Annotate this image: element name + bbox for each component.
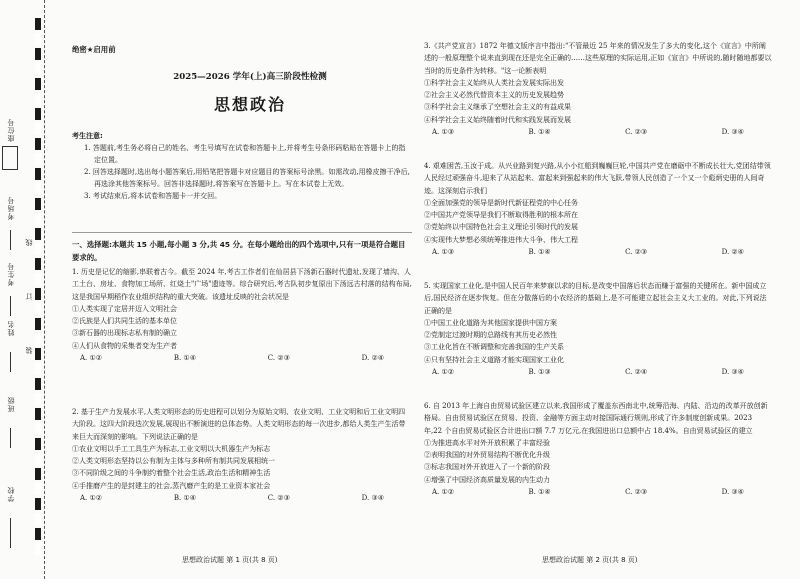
- statement-item: ②氏族是人们共同生活的基本单位: [72, 317, 177, 326]
- binding-bar: [35, 228, 41, 240]
- school-label: 学校: [7, 486, 15, 502]
- binding-strip: [0, 0, 54, 579]
- binding-bar: [35, 333, 41, 345]
- answer-options: [424, 366, 772, 378]
- statement-item: ①人类实现了定居并迈入文明社会: [72, 304, 177, 313]
- binding-bar: [35, 48, 41, 60]
- option-c[interactable]: C. ②③: [625, 488, 648, 497]
- option-b[interactable]: B. ①④: [528, 488, 551, 497]
- statement-item: ②党制定过渡时期的总路线有其历史必然性: [424, 331, 557, 340]
- binding-bar: [35, 543, 41, 555]
- question-stem: 1. 历史是记忆的缩影,串联着古今。截至 2024 年,考古工作者们在仙居县下汤新石器时代遗址,发现了墙沟、人工土台、房址、食物加工场所、红烧土"广场"遗迹等。综合研究后,考古队初步复原出下汤远古村落的结构布局,这是我国早期稻作农业组织结构的重大突破。该遗址反映的社会状况是: [72, 268, 412, 301]
- statement-item: ③工业化旨在不断调整和完善我国的生产关系: [424, 343, 564, 352]
- name-line: [10, 352, 11, 372]
- binding-bar: [35, 378, 41, 390]
- question-6: [424, 400, 772, 498]
- binding-bar: [35, 33, 41, 45]
- option-a[interactable]: A. ①③: [432, 248, 455, 257]
- statement-item: ④手推磨产生的是封建主的社会,蒸汽磨产生的是工业资本家社会: [72, 481, 271, 490]
- statement-item: ③党始终以中国特色社会主义理论引领时代的发展: [424, 223, 578, 232]
- option-a[interactable]: A. ①③: [432, 128, 455, 137]
- statement-item: ③不同阶级之间的斗争制约着整个社会生活,政治生活和精神生活: [72, 469, 271, 478]
- seat-number-box: [2, 146, 18, 170]
- statement-item: ④增强了中国经济高质量发展的内生动力: [424, 475, 550, 484]
- statement-item: ②人类文明形态坚持以公有制为主体与多种所有制共同发展相统一: [72, 457, 275, 466]
- statement-item: ②社会主义必然代替资本主义的历史发展趋势: [424, 91, 564, 100]
- binding-bar: [35, 108, 41, 120]
- seal-mark-line: 线: [25, 238, 33, 246]
- binding-bar: [35, 123, 41, 135]
- binding-bar: [35, 183, 41, 195]
- subject-title: 思想政治: [213, 95, 286, 114]
- binding-bar: [35, 93, 41, 105]
- notice-heading: 考生注意:: [72, 132, 103, 140]
- question-4: [424, 160, 772, 258]
- binding-bar: [35, 498, 41, 510]
- binding-bar: [35, 213, 41, 225]
- binding-bar: [35, 258, 41, 270]
- confidential-mark: 绝密★启用前: [72, 45, 116, 54]
- seat-number-label: 座位号: [7, 118, 15, 142]
- statement-item: ③标志我国对外开放进入了一个新的阶段: [424, 463, 550, 472]
- binding-bar: [35, 303, 41, 315]
- question-stem: 2. 基于生产力发展水平,人类文明形态的历史进程可以划分为原始文明、农业文明、工业文明和后工业文明四大阶段。这四大阶段迭次发展,展现出不断演进的总体态势。人类文明形态的每一次进步,都给人类生产生活带来巨大而深刻的影响。下列说法正确的是: [72, 408, 406, 441]
- binding-bar: [35, 348, 41, 360]
- option-d[interactable]: D. ②④: [721, 248, 744, 257]
- seal-mark-bind: 订: [25, 292, 33, 300]
- binding-bar: [35, 243, 41, 255]
- school-line: [10, 518, 11, 548]
- binding-bar-pattern: [35, 18, 41, 563]
- binding-bar: [35, 483, 41, 495]
- statement-item: ①全面加强党的领导是新时代新征程党的中心任务: [424, 198, 578, 207]
- statement-item: ③科学社会主义继承了空想社会主义的有益成果: [424, 103, 571, 112]
- statement-item: ④实现伟大梦想必须统筹推进伟大斗争、伟大工程: [424, 235, 578, 244]
- option-c[interactable]: C. ②③: [267, 494, 290, 503]
- notice-item: 2. 回答选择题时,选出每小题答案后,用铅笔把答题卡对应题目的答案标号涂黑。如需改动,用橡皮擦干净后,再选涂其他答案标号。回答非选择题时,将答案写在答题卡上。写在本试卷上无效。: [84, 168, 410, 188]
- statement-item: ①中国工业化道路为其他国家提供中国方案: [424, 318, 557, 327]
- option-d[interactable]: D. ③④: [721, 368, 744, 377]
- binding-bar: [35, 288, 41, 300]
- statement-item: ④只有坚持社会主义道路才能实现国家工业化: [424, 355, 564, 364]
- question-5: [424, 280, 772, 378]
- binding-bar: [35, 168, 41, 180]
- binding-bar: [35, 513, 41, 525]
- binding-bar: [35, 318, 41, 330]
- binding-bar: [35, 393, 41, 405]
- statement-item: ②中国共产党领导是我们不断取得胜利的根本所在: [424, 211, 578, 220]
- binding-bar: [35, 438, 41, 450]
- question-stem: 6. 自 2013 年上海自由贸易试验区建立以来,我国形成了覆盖东西南北中,统筹沿海、内陆、沿边的改革开放创新格局。自由贸易试验区在贸易、投资、金融等方面主动对接国际通行规则,形成了许多制度创新成果。2023 年,22 个自由贸易试验区合计进出口额 7.7 万亿元,在我国进出口总额中占 18.4%。自由贸易试验区的建立: [424, 402, 768, 435]
- binding-bar: [35, 363, 41, 375]
- question-2: [72, 406, 412, 504]
- exam-room-line: [10, 230, 11, 250]
- option-c[interactable]: C. ②③: [625, 248, 648, 257]
- question-3: [424, 40, 772, 138]
- option-d[interactable]: D. ②④: [361, 354, 384, 363]
- statement-item: ①为推进高水平对外开放积累了丰富经验: [424, 438, 550, 447]
- option-d[interactable]: D. ③④: [721, 128, 744, 137]
- option-b[interactable]: B. ①④: [528, 128, 551, 137]
- option-c[interactable]: C. ②③: [625, 128, 648, 137]
- binding-bar: [35, 468, 41, 480]
- answer-options: [72, 492, 412, 504]
- option-d[interactable]: D. ③④: [361, 494, 384, 503]
- exam-room-label: 考场号: [7, 196, 15, 220]
- answer-options: [72, 352, 412, 364]
- exam-name: 2025—2026 学年(上)高三阶段性检测: [173, 72, 327, 82]
- notice-divider: [72, 232, 412, 233]
- page-footer-left: 思想政治试题 第 1 页(共 8 页): [182, 556, 278, 564]
- option-a[interactable]: A. ①②: [80, 494, 103, 503]
- binding-bar: [35, 18, 41, 30]
- binding-bar: [35, 273, 41, 285]
- notice-item: 1. 答题前,考生务必将自己的姓名、考生号填写在试卷和答题卡上,并将考生号条形码粘贴在答题卡上的指定位置。: [84, 144, 406, 164]
- seal-mark-install: 装: [25, 346, 33, 354]
- section-heading: 一、选择题:本题共 15 小题,每小题 3 分,共 45 分。在每小题给出的四个选项中,只有一项是符合题目要求的。: [72, 240, 406, 262]
- student-number-label: 考生号: [7, 262, 15, 286]
- class-line: [10, 428, 11, 448]
- binding-bar: [35, 153, 41, 165]
- answer-options: [424, 486, 772, 498]
- answer-options: [424, 126, 772, 138]
- cut-line: [44, 0, 45, 579]
- binding-bar: [35, 528, 41, 540]
- option-a[interactable]: A. ①②: [432, 368, 455, 377]
- class-label: 班级: [7, 396, 15, 412]
- student-number-line: [10, 296, 11, 316]
- binding-bar: [35, 408, 41, 420]
- statement-item: ④人们从食物的采集者变为生产者: [72, 341, 177, 350]
- name-label: 姓名: [7, 320, 15, 336]
- binding-bar: [35, 198, 41, 210]
- statement-item: ①科学社会主义始终从人类社会发展实际出发: [424, 78, 564, 87]
- question-stem: 5. 实现国家工业化,是中国人民百年来梦寐以求的目标,是改变中国落后状态而赚于富强的关键所在。新中国成立后,国民经济在逐步恢复。但在分散落后的小农经济的基础上,是不可能建立起社会主义大工业的。对此,下列说法正确的是: [424, 282, 767, 315]
- binding-bar: [35, 78, 41, 90]
- option-b[interactable]: B. ①④: [528, 248, 551, 257]
- option-b[interactable]: B. ①④: [173, 354, 196, 363]
- statement-item: ④科学社会主义始终随着时代和实践发展而发展: [424, 115, 571, 124]
- answer-options: [424, 246, 772, 258]
- option-c[interactable]: C. ②④: [625, 368, 648, 377]
- page-footer-right: 思想政治试题 第 2 页(共 8 页): [542, 556, 638, 564]
- notice-item: 3. 考试结束后,将本试卷和答题卡一并交回。: [84, 192, 222, 200]
- statement-item: ②表明我国的对外贸易结构不断优化升级: [424, 451, 550, 460]
- question-stem: 3.《共产党宣言》1872 年德文版序言中指出:"不管最近 25 年来的情况发生了多大的变化,这个《宣言》中所阐述的一般原理整个说来直到现在还是完全正确的……这些原理的实际运用,正如《宣言》中所说的,随时随地都要以当时的历史条件为转移。"这一论断表明: [424, 42, 772, 75]
- question-1: [72, 266, 412, 364]
- option-c[interactable]: C. ②③: [267, 354, 290, 363]
- binding-bar: [35, 453, 41, 465]
- exam-notice: [72, 130, 412, 202]
- option-d[interactable]: D. ③④: [721, 488, 744, 497]
- question-stem: 4. 艰难困苦,玉汝于成。从兴业路到复兴路,从小小红船到巍巍巨轮,中国共产党在磨砺中不断成长壮大,党团结带领人民经过顽强奋斗,迎来了从站起来、富起来到强起来的伟大飞跃,带领人民创造了一个又一个彪炳史册的人间奇迹。这深刻启示我们: [424, 162, 771, 195]
- option-a[interactable]: A. ①②: [80, 354, 103, 363]
- binding-bar: [35, 63, 41, 75]
- binding-bar: [35, 138, 41, 150]
- binding-bar: [35, 423, 41, 435]
- statement-item: ①农业文明以手工工具生产为标志,工业文明以大机器生产为标志: [72, 444, 271, 453]
- option-b[interactable]: B. ①④: [173, 494, 196, 503]
- option-a[interactable]: A. ①②: [432, 488, 455, 497]
- option-b[interactable]: B. ①③: [528, 368, 551, 377]
- statement-item: ③新石器的出现标志私有制的确立: [72, 329, 177, 338]
